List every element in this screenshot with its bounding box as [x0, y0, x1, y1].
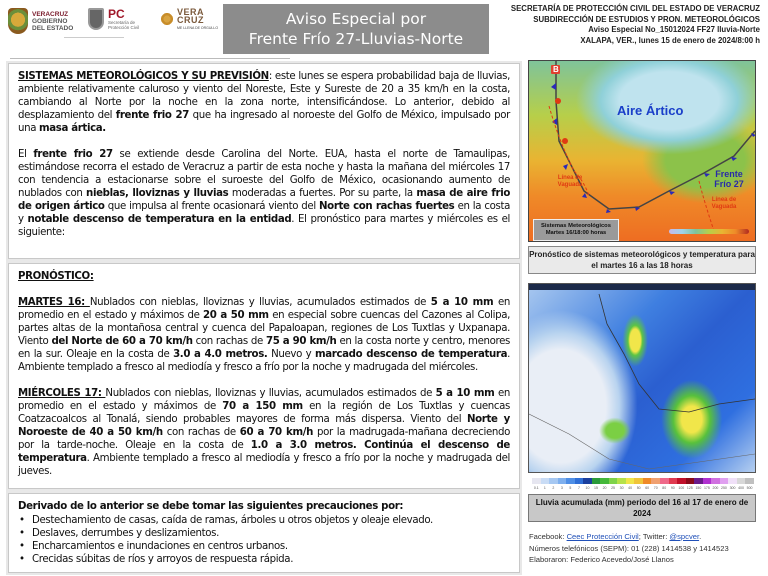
agency-info [490, 4, 760, 46]
forecast-miercoles: MIÉRCOLES 17: Nublados con nieblas, lloviznas y lluvias, acumulados estimados de 5 a 10 mm en promedio en el estado y máximos de 70 a 150 mm en la región de Los Tuxtlas y cuencas Coatzacoalcos al Tonalá, siendo probables mayores de forma más dispersa. Viento del Norte y Noroeste de 40 a 50 km/h con rachas de 60 a 70 km/h por la madrugada-mañana decreciendo por la tarde-noche. Oleaje en la costa de 1.0 a 3.0 metros. Continúa el descenso de temperatura. Ambiente templado a fresco al mediodía y fresco a frío por la noche y madrugada del jueves. [18, 388, 510, 477]
sun-emblem-icon [160, 12, 174, 26]
rain-scale-tick: 25 [611, 486, 615, 490]
rain-scale-tick: 30 [619, 486, 624, 490]
rain-scale-swatch [600, 478, 609, 484]
logo-pc-sub1: Secretaría de [108, 19, 136, 25]
list-item: • Destechamiento de casas, caída de ramas, árboles u otros objetos y oleaje elevado. [18, 514, 510, 527]
rain-scale-swatch [703, 478, 712, 484]
rain-scale-swatch [669, 478, 678, 484]
rain-scale-tick: 50 [636, 486, 641, 490]
sistemas-paragraph-1: SISTEMAS METEOROLÓGICOS Y SU PREVISIÓN: este lunes se espera probabilidad baja de lluvias, ambiente relativamente caluroso y viento del Noreste, Este y Sureste de 20 a 35 km/h en la costa, cambiando al Norte por la noche en la zona norte, intensificándose. Lo anterior, debido al desplazamiento del frente frio 27 que ha ingresado al noroeste del Golfo de México, impulsado por una masa ártica. [18, 71, 511, 134]
rain-scale-swatch [626, 478, 635, 484]
low-pressure-label: B [553, 65, 559, 74]
logo-vc-line1: VERA [177, 7, 205, 17]
gobierno-veracruz-logo [8, 8, 73, 34]
sistemas-section [8, 63, 520, 259]
weather-systems-map [528, 60, 756, 242]
title-line2: Frente Frío 27-Lluvias-Norte [248, 30, 464, 48]
precauciones-list [18, 514, 510, 566]
frente-frio-label: Frente Frío 27 [714, 169, 744, 189]
rain-scale-tick: 90 [670, 486, 675, 490]
miercoles-label: MIÉRCOLES 17: [18, 388, 106, 399]
forecast-martes: MARTES 16: Nublados con nieblas, lloviznas y lluvias, acumulados estimados de 5 a 10 mm en promedio en el estado y máximos de 20 a 50 mm en especial sobre cuencas del Cazones al Colipa, partes altas de la montañosa central y cuenca del Papaloapan, regiones de Los Tuxtlas y Uxpanapa. Viento del Norte de 60 a 70 km/h con rachas de 75 a 90 km/h en la costa norte y centro, menores en la sur. Oleaje en la costa de 3.0 a 4.0 metros. Nuevo y marcado descenso de temperatura. Ambiente templado a fresco al mediodía y fresco a frío por la noche y madrugada del miércoles. [18, 297, 511, 373]
rain-scale-swatch [643, 478, 652, 484]
logo-gov-line1: VERACRUZ [32, 10, 69, 18]
rain-scale-tick: 1 [543, 486, 546, 490]
rain-scale-tick: 125 [686, 486, 693, 490]
header [0, 0, 768, 56]
rain-scale-tick: 400 [738, 486, 744, 490]
logo-pc-sub2: Protección Civil [108, 24, 140, 30]
rain-scale-swatch [720, 478, 729, 484]
rain-scale-tick: 80 [662, 486, 667, 490]
rain-scale-swatch [566, 478, 575, 484]
rain-scale-tick: 20 [602, 486, 607, 490]
facebook-link[interactable]: Ceec Protección Civil [566, 532, 639, 541]
rain-scale-tick: 60 [645, 486, 650, 490]
list-item: • Encharcamientos e inundaciones en centros urbanos. [18, 540, 510, 553]
veracruz-brand-logo [160, 8, 218, 30]
rain-scale-swatch [583, 478, 592, 484]
accumulated-rain-map [528, 283, 756, 473]
logo-vc-slogan: ME LLENA DE ORGULLO [177, 26, 219, 30]
vaguada-label-1: Línea de Vaguada [557, 175, 583, 188]
coastline-lines [529, 284, 756, 473]
rain-scale-swatch [609, 478, 618, 484]
rain-scale-tick: 250 [721, 486, 727, 490]
rain-scale-swatch [549, 478, 558, 484]
rain-scale-tick: 5 [569, 486, 572, 490]
temperature-scale [669, 229, 749, 234]
header-divider [10, 58, 290, 59]
sistemas-heading: SISTEMAS METEOROLÓGICOS Y SU PREVISIÓN [18, 71, 269, 82]
sistemas-paragraph-2: El frente frio 27 se extiende desde Carolina del Norte. EUA, hasta el norte de Tamaulipas, estimándose recorra el estado de Veracruz a partir de esta noche y hasta la mañana del miércoles 17 con tendencia a estacionarse sobre el suroeste del Golfo de México, ocasionando aumento de nublados con nieblas, lloviznas y lluvias moderadas a fuertes. Por su parte, la masa de aire frio de origen ártico que impulsa al frente ocasionará viento del Norte con rachas fuertes en la costa y notable descenso de temperatura en la entidad. El pronóstico para martes y miércoles es el siguiente: [18, 149, 510, 238]
pronostico-heading: PRONÓSTICO: [18, 271, 94, 282]
agency-name: SECRETARÍA DE PROTECCIÓN CIVIL DEL ESTADO DE VERACRUZ [510, 4, 760, 13]
rain-scale-swatch [686, 478, 695, 484]
rain-scale-tick: 70 [653, 486, 658, 490]
rain-scale-swatch [728, 478, 737, 484]
logo-gov-line2: GOBIERNO [32, 17, 68, 25]
rain-scale-tick: 40 [628, 486, 633, 490]
aire-artico-label: Aire Ártico [617, 103, 684, 118]
rain-scale-tick: 0.1 [533, 486, 539, 490]
logo-vc-line2: CRUZ [177, 15, 204, 25]
notice-number: Aviso Especial No_15012024 FF27 lluvia-Norte [588, 25, 760, 34]
rain-scale-swatch [737, 478, 746, 484]
rain-scale-tick: 7 [577, 486, 580, 490]
rain-color-scale [532, 478, 754, 484]
rain-scale-swatch [694, 478, 703, 484]
precauciones-heading: Derivado de lo anterior se debe tomar las siguientes precauciones por: [18, 501, 404, 512]
rain-scale-swatch [651, 478, 660, 484]
rain-scale-tick: 3 [560, 486, 563, 490]
rain-scale-tick: 150 [695, 486, 702, 490]
pc-shield-icon [88, 8, 104, 30]
rain-scale-swatch [711, 478, 720, 484]
rain-scale-tick: 500 [746, 486, 753, 490]
rain-scale-tick: 15 [594, 486, 598, 490]
rain-scale-tick: 10 [585, 486, 590, 490]
agency-subdivision: SUBDIRECCIÓN DE ESTUDIOS Y PRON. METEOROLÓGICOS [533, 14, 760, 24]
rain-scale-swatch [541, 478, 550, 484]
vaguada-label-2: Línea de Vaguada [711, 197, 737, 210]
map-info-line2: Martes 16/18:00 horas [545, 230, 607, 236]
rain-scale-ticks [532, 486, 754, 490]
rain-scale-swatch [617, 478, 626, 484]
proteccion-civil-logo [88, 8, 139, 30]
map-info-box [533, 219, 619, 241]
rain-scale-tick: 200 [712, 486, 719, 490]
cold-front-line [529, 61, 756, 242]
rain-map-caption: Lluvia acumulada (mm) periodo del 16 al 17 de enero de 2024 [528, 494, 756, 522]
weather-map-caption: Pronóstico de sistemas meteorológicos y temperatura para el martes 16 a las 18 horas [528, 246, 756, 274]
rain-scale-swatch [592, 478, 601, 484]
twitter-link[interactable]: @spcver [669, 532, 700, 541]
rain-scale-tick: 2 [552, 486, 555, 490]
rain-scale-swatch [532, 478, 541, 484]
martes-label: MARTES 16: [18, 297, 90, 308]
rain-scale-swatch [677, 478, 686, 484]
logo-gov-line3: DEL ESTADO [32, 24, 74, 32]
list-item: • Crecidas súbitas de ríos y arroyos de respuesta rápida. [18, 553, 510, 566]
logo-divider [64, 37, 124, 38]
notice-date: XALAPA, VER., lunes 15 de enero de 2024/8:00 h [580, 35, 760, 45]
rain-scale-swatch [634, 478, 643, 484]
phone-numbers: Números telefónicos (SEPM): 01 (228) 1414538 y 1414523 [529, 543, 729, 553]
rain-scale-tick: 175 [703, 486, 710, 490]
authors: Elaboraron: Federico Acevedo/José Llanos [529, 555, 674, 564]
title-line1: Aviso Especial por [285, 10, 427, 28]
rain-scale-swatch [575, 478, 584, 484]
rain-scale-tick: 100 [678, 486, 685, 490]
contact-info: Facebook: Ceec Protección Civil; Twitter: @spcver. Números telefónicos (SEPM): 01 (228) 1414538 y 1414523 Elaboraron: Federico Acevedo/José Llanos [529, 531, 765, 566]
list-item: • Deslaves, derrumbes y deslizamientos. [18, 527, 510, 540]
rain-scale-swatch [745, 478, 754, 484]
logo-pc-title: PC [108, 6, 125, 21]
rain-scale-swatch [558, 478, 567, 484]
rain-scale-tick: 300 [729, 486, 736, 490]
precauciones-section [8, 493, 520, 573]
map-info-line1: Sistemas Meteorológicos [541, 223, 611, 229]
rain-scale-swatch [660, 478, 669, 484]
pronostico-section [8, 263, 520, 489]
state-coat-of-arms-icon [8, 8, 28, 34]
document-title [223, 4, 489, 54]
